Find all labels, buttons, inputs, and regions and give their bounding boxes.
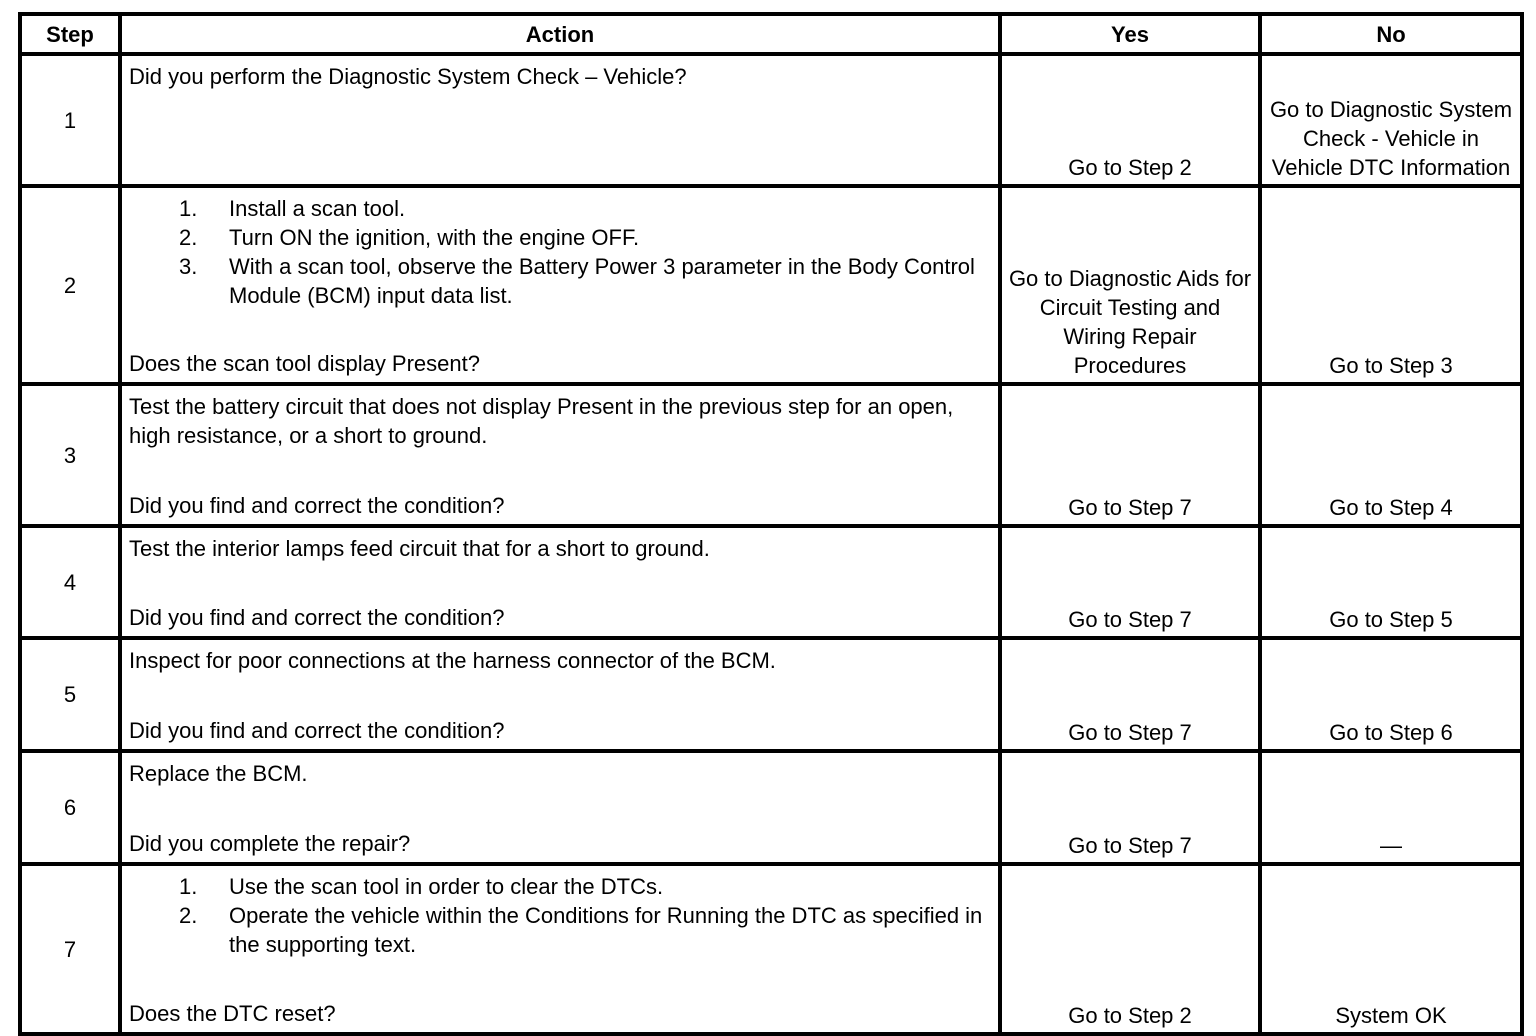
no-outcome: Go to Step 4 [1260, 384, 1522, 526]
header-no: No [1260, 14, 1522, 54]
step-number: 4 [20, 526, 120, 638]
no-outcome: Go to Step 5 [1260, 526, 1522, 638]
action-cell [120, 864, 1000, 1034]
action-instruction: Test the interior lamps feed circuit that for a short to ground. [129, 536, 710, 561]
no-outcome: Go to Step 3 [1260, 186, 1522, 384]
table-row [20, 186, 1522, 384]
action-question: Did you find and correct the condition? [129, 718, 505, 743]
yes-outcome: Go to Step 7 [1000, 384, 1260, 526]
list-item-number: 3. [179, 254, 198, 279]
action-instruction: Replace the BCM. [129, 761, 308, 786]
table-row [20, 751, 1522, 864]
action-question: Did you find and correct the condition? [129, 493, 505, 518]
list-item [179, 872, 990, 901]
list-item-number: 1. [179, 196, 198, 221]
list-item [179, 901, 990, 959]
list-item [179, 223, 990, 252]
yes-outcome: Go to Diagnostic Aids for Circuit Testing and Wiring Repair Procedures [1000, 186, 1260, 384]
action-cell [120, 751, 1000, 864]
action-cell [120, 638, 1000, 751]
action-question: Does the DTC reset? [129, 1001, 336, 1026]
table-row [20, 864, 1522, 1034]
action-instruction: Test the battery circuit that does not display Present in the previous step for an open, high resistance, or a short to ground. [129, 394, 954, 448]
action-instruction: Inspect for poor connections at the harness connector of the BCM. [129, 648, 776, 673]
no-outcome: Go to Diagnostic System Check - Vehicle in Vehicle DTC Information [1260, 54, 1522, 186]
table-row [20, 638, 1522, 751]
action-instruction: Did you perform the Diagnostic System Check – Vehicle? [129, 64, 687, 89]
table-row [20, 526, 1522, 638]
table-row [20, 54, 1522, 186]
diagnostic-table [18, 12, 1524, 1036]
list-item-text: Use the scan tool in order to clear the DTCs. [229, 874, 664, 899]
yes-outcome: Go to Step 7 [1000, 638, 1260, 751]
action-steps-list [129, 872, 990, 959]
header-step: Step [20, 14, 120, 54]
step-number: 5 [20, 638, 120, 751]
list-item-text: Install a scan tool. [229, 196, 406, 221]
action-question: Did you find and correct the condition? [129, 605, 505, 630]
header-yes: Yes [1000, 14, 1260, 54]
table-row [20, 384, 1522, 526]
list-item [179, 194, 990, 223]
yes-outcome: Go to Step 7 [1000, 526, 1260, 638]
header-row [20, 14, 1522, 54]
action-cell [120, 186, 1000, 384]
list-item-number: 2. [179, 903, 198, 928]
no-outcome: Go to Step 6 [1260, 638, 1522, 751]
no-outcome: — [1260, 751, 1522, 864]
step-number: 7 [20, 864, 120, 1034]
list-item-text: Turn ON the ignition, with the engine OFF. [229, 225, 640, 250]
no-outcome: System OK [1260, 864, 1522, 1034]
yes-outcome: Go to Step 2 [1000, 864, 1260, 1034]
list-item-text: With a scan tool, observe the Battery Power 3 parameter in the Body Control Module (BCM) input data list. [229, 254, 975, 308]
list-item [179, 252, 990, 310]
action-question: Does the scan tool display Present? [129, 351, 480, 376]
step-number: 3 [20, 384, 120, 526]
list-item-number: 2. [179, 225, 198, 250]
action-cell [120, 384, 1000, 526]
action-cell [120, 54, 1000, 186]
step-number: 1 [20, 54, 120, 186]
action-question: Did you complete the repair? [129, 831, 411, 856]
list-item-number: 1. [179, 874, 198, 899]
yes-outcome: Go to Step 2 [1000, 54, 1260, 186]
step-number: 2 [20, 186, 120, 384]
list-item-text: Operate the vehicle within the Conditions for Running the DTC as specified in the supporting text. [229, 903, 983, 957]
yes-outcome: Go to Step 7 [1000, 751, 1260, 864]
action-cell [120, 526, 1000, 638]
header-action: Action [120, 14, 1000, 54]
action-steps-list [129, 194, 990, 310]
step-number: 6 [20, 751, 120, 864]
